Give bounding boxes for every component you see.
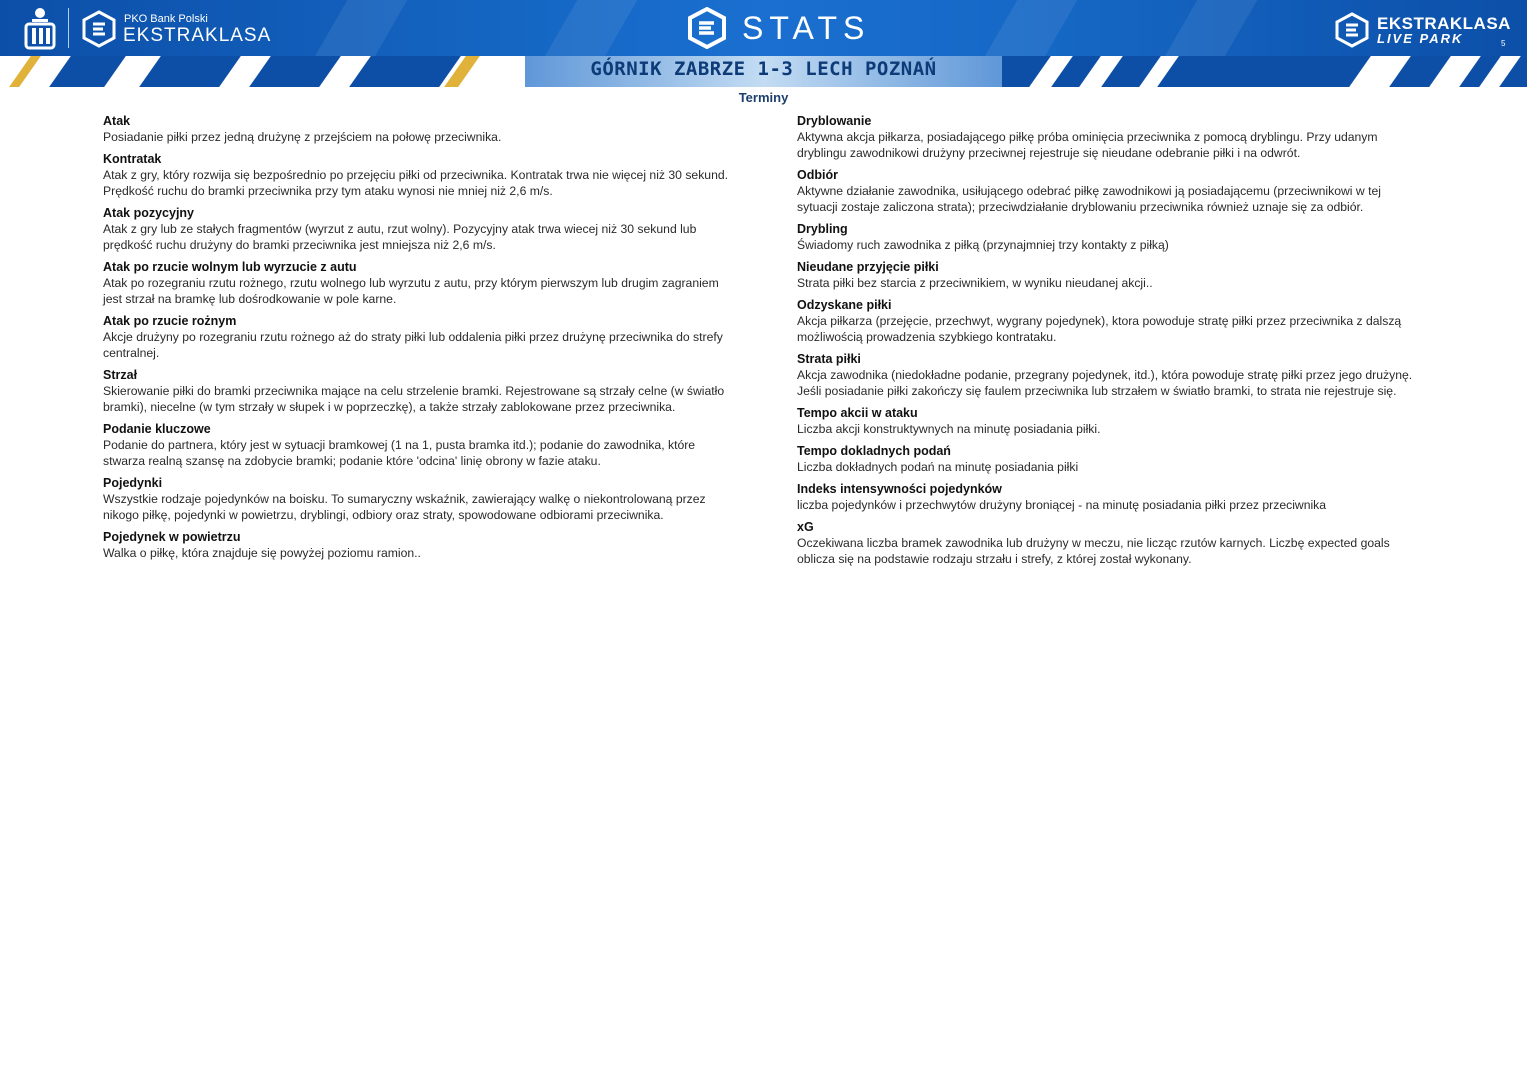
term-name: Drybling	[797, 222, 848, 236]
term-item	[797, 405, 1422, 437]
term-name: Dryblowanie	[797, 114, 872, 128]
term-definition: Wszystkie rodzaje pojedynków na boisku. To sumaryczny wskaźnik, zawierający walkę o niekontrolowaną przez nikogo piłkę, pojedynki w powietrzu, dryblingi, odbiory oraz straty, spowodowane odbiorami przeciwnika.	[103, 492, 706, 522]
term-definition: Aktywne działanie zawodnika, usiłującego odebrać piłkę zawodnikowi ją posiadającemu (przeciwnikowi w tej sytuacji zostaje zaliczona strata); przeciwdziałanie dryblowaniu przeciwnika również uznaje się za odbiór.	[797, 184, 1381, 214]
bank-name: PKO Bank Polski	[124, 13, 208, 25]
term-item	[103, 529, 733, 561]
term-item	[103, 313, 733, 361]
term-item	[797, 113, 1422, 161]
term-definition: Akcje drużyny po rozegraniu rzutu rożnego aż do straty piłki lub oddalenia piłki przez drużynę przeciwnika do strefy centralnej.	[103, 330, 723, 360]
section-title: Terminy	[738, 90, 789, 105]
term-definition: Oczekiwana liczba bramek zawodnika lub drużyny w meczu, nie licząc rzutów karnych. Liczbę expected goals oblicza się na podstawie rodzaju strzału i strefy, z której został wykonany.	[797, 536, 1390, 566]
term-name: Pojedynki	[103, 476, 163, 490]
term-definition: Świadomy ruch zawodnika z piłką (przynajmniej trzy kontakty z piłką)	[797, 238, 1169, 252]
term-definition: Atak po rozegraniu rzutu rożnego, rzutu wolnego lub wyrzutu z autu, przy którym pierwszym lub drugim zagraniem jest strzał na bramkę lub dośrodkowanie w pole karne.	[103, 276, 719, 306]
term-item	[103, 151, 733, 199]
header-bar	[0, 0, 1527, 56]
header-divider	[68, 8, 69, 48]
term-definition: Akcja piłkarza (przejęcie, przechwyt, wygrany pojedynek), ktora powoduje stratę piłki przez przeciwnika z dalszą możliwością prowadzenia szybkiego kontrataku.	[797, 314, 1402, 344]
term-name: Nieudane przyjęcie piłki	[797, 260, 939, 274]
term-definition: Strata piłki bez starcia z przeciwnikiem, w wyniku nieudanej akcji..	[797, 276, 1153, 290]
stats-title: STATS	[742, 10, 871, 46]
term-item	[103, 205, 733, 253]
term-definition: Walka o piłkę, która znajduje się powyżej poziomu ramion..	[103, 546, 421, 560]
live-park-logo-icon	[1334, 12, 1370, 48]
term-item	[103, 475, 733, 523]
match-title: GÓRNIK ZABRZE 1-3 LECH POZNAŃ	[590, 58, 937, 80]
term-name: xG	[797, 520, 814, 534]
stats-logo-icon	[686, 7, 728, 49]
term-definition: Liczba akcji konstruktywnych na minutę posiadania piłki.	[797, 422, 1101, 436]
term-item	[103, 113, 733, 145]
term-name: Atak	[103, 114, 131, 128]
term-item	[103, 367, 733, 415]
term-definition: Atak z gry lub ze stałych fragmentów (wyrzut z autu, rzut wolny). Pozycyjny atak trwa wiecej niż 30 sekund lub prędkość ruchu drużyny do bramki przeciwnika jest mniejsza niż 2,6 m/s.	[103, 222, 697, 252]
pko-bank-logo-icon	[22, 6, 58, 50]
term-name: Odzyskane piłki	[797, 298, 892, 312]
term-item	[797, 259, 1422, 291]
term-item	[797, 167, 1422, 215]
term-name: Podanie kluczowe	[103, 422, 211, 436]
term-item	[797, 519, 1422, 567]
league-name: EKSTRAKLASA	[123, 25, 272, 46]
ekstraklasa-logo-icon	[80, 10, 118, 48]
term-definition: Posiadanie piłki przez jedną drużynę z przejściem na połowę przeciwnika.	[103, 130, 502, 144]
term-name: Pojedynek w powietrzu	[103, 530, 241, 544]
term-definition: Skierowanie piłki do bramki przeciwnika mające na celu strzelenie bramki. Rejestrowane są strzały celne (w światło bramki), niecelne (w tym strzały w słupek i w poprzeczkę), a także strzały zablokowane przez przeciwnika.	[103, 384, 725, 414]
live-park-title: EKSTRAKLASA	[1377, 14, 1511, 33]
terms-right-column	[797, 113, 1422, 573]
term-item	[103, 259, 733, 307]
term-definition: liczba pojedynków i przechwytów drużyny broniącej - na minutę posiadania piłki przez przeciwnika	[797, 498, 1327, 512]
term-item	[797, 297, 1422, 345]
term-name: Strata piłki	[797, 352, 861, 366]
term-name: Tempo dokladnych podań	[797, 444, 951, 458]
terms-left-column	[103, 113, 733, 567]
term-name: Indeks intensywności pojedynków	[797, 482, 1002, 496]
term-definition: Atak z gry, który rozwija się bezpośrednio po przejęciu piłki od przeciwnika. Kontratak trwa nie więcej niż 30 sekund. Prędkość ruchu do bramki przeciwnika przy tym ataku wynosi nie mniej niż 2,6 m/s.	[103, 168, 729, 198]
term-item	[797, 351, 1422, 399]
live-park-subtitle: LIVE PARK	[1377, 31, 1464, 46]
term-item	[797, 221, 1422, 253]
page-number: 5	[1501, 39, 1506, 48]
term-definition: Podanie do partnera, który jest w sytuacji bramkowej (1 na 1, pusta bramka itd.); podanie do zawodnika, które stwarza realną szansę na zdobycie bramki; podanie które 'odcina' linię obrony w fazie ataku.	[103, 438, 696, 468]
term-name: Tempo akcii w ataku	[797, 406, 918, 420]
term-name: Kontratak	[103, 152, 162, 166]
term-name: Atak pozycyjny	[103, 206, 195, 220]
term-name: Strzał	[103, 368, 138, 382]
term-name: Atak po rzucie wolnym lub wyrzucie z autu	[103, 260, 357, 274]
term-definition: Aktywna akcja piłkarza, posiadającego piłkę próba ominięcia przeciwnika z pomocą dryblingu. Przy udanym dryblingu zawodnikowi drużyny przeciwnej rejestruje się nieudane odebranie piłki i na odwrót.	[797, 130, 1378, 160]
term-item	[103, 421, 733, 469]
term-name: Atak po rzucie rożnym	[103, 314, 237, 328]
term-definition: Akcja zawodnika (niedokładne podanie, przegrany pojedynek, itd.), która powoduje stratę piłki przez jego drużynę. Jeśli posiadanie piłki zakończy się faulem przeciwnika lub strzałem w światło bramki, to strata nie rejestruje się.	[797, 368, 1413, 398]
term-name: Odbiór	[797, 168, 838, 182]
term-definition: Liczba dokładnych podań na minutę posiadania piłki	[797, 460, 1079, 474]
term-item	[797, 443, 1422, 475]
term-item	[797, 481, 1422, 513]
